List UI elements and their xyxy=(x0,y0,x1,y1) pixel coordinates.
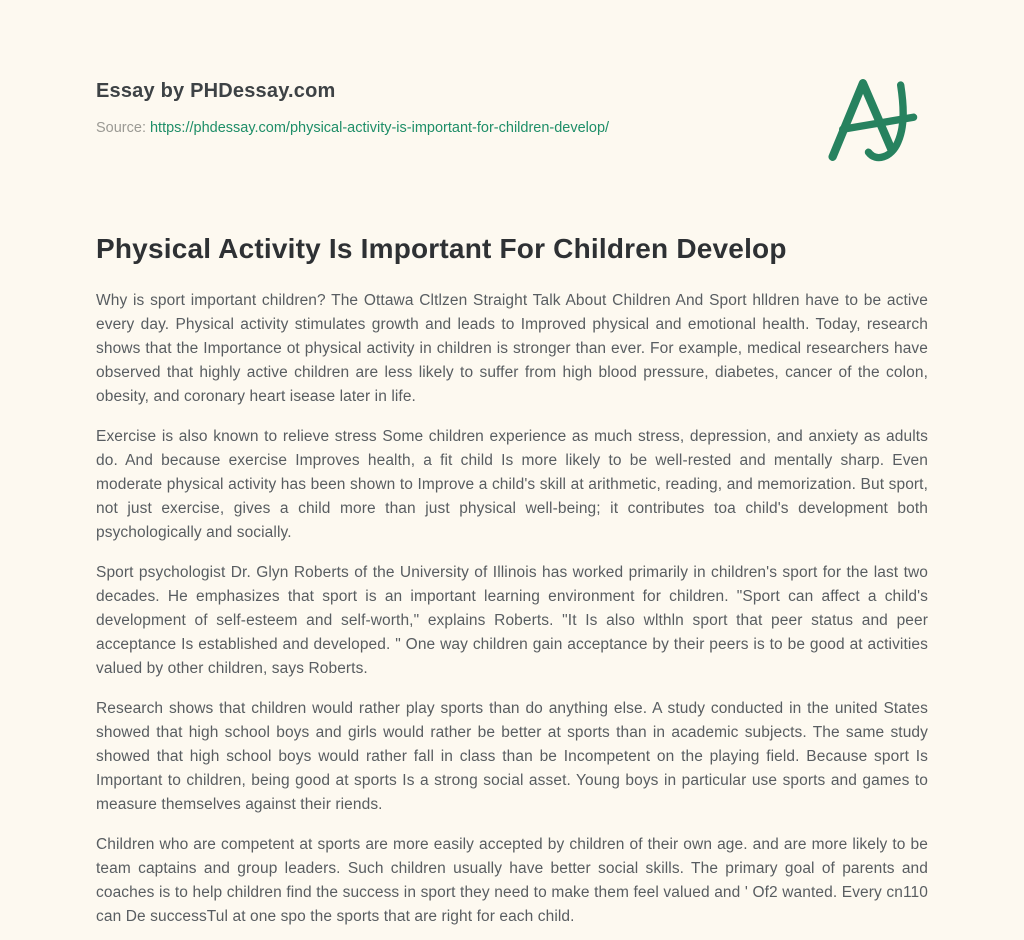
essay-body xyxy=(96,289,928,929)
source-line xyxy=(96,120,609,136)
header-left xyxy=(96,74,609,136)
source-link[interactable]: https://phdessay.com/physical-activity-is-important-for-children-develop/ xyxy=(149,120,610,136)
essay-paragraph: Why is sport important children? The Ottawa Cltlzen Straight Talk About Children And Sport hlldren have to be active every day. Physical activity stimulates growth and leads to Improved physical and emotional health. Today, research shows that the Importance ot physical activity in children is stronger than ever. For example, medical researchers have observed that highly active children are less likely to suffer from high blood pressure, diabetes, cancer of the colon, obesity, and coronary heart isease later in life. xyxy=(96,292,928,405)
essay-byline: Essay by PHDessay.com xyxy=(96,80,336,102)
phdessay-a-plus-logo-icon xyxy=(822,74,926,166)
essay-paragraph: Research shows that children would rather play sports than do anything else. A study conducted in the united States showed that high school boys and girls would rather be better at sports than in academic subjects. The same study showed that high school boys would rather fall in class than be Incompetent on the playing field. Because sport Is Important to children, being good at sports Is a strong social asset. Young boys in particular use sports and games to measure themselves against their riends. xyxy=(96,700,928,813)
essay-paragraph: Children who are competent at sports are more easily accepted by children of their own age. and are more likely to be team captains and group leaders. Such children usually have better social skills. The primary goal of parents and coaches is to help children find the success in sport they need to make them feel valued and ' Of2 wanted. Every cn110 can De successTul at one spo the sports that are right for each child. xyxy=(96,836,928,925)
source-label: Source: xyxy=(96,120,146,136)
page-header xyxy=(96,74,928,166)
essay-title: Physical Activity Is Important For Children Develop xyxy=(96,233,787,264)
essay-paragraph: Exercise is also known to relieve stress Some children experience as much stress, depression, and anxiety as adults do. And because exercise Improves health, a fit child Is more likely to be well-rested and mentally sharp. Even moderate physical activity has been shown to Improve a child's skill at arithmetic, reading, and memorization. But sport, not just exercise, gives a child more than just physical well-being; it contributes toa child's development both psychologically and socially. xyxy=(96,428,928,541)
essay-paragraph: Sport psychologist Dr. Glyn Roberts of the University of Illinois has worked primarily in children's sport for the last two decades. He emphasizes that sport is an important learning environment for children. "Sport can affect a child's development of self-esteem and self-worth," explains Roberts. "It Is also wlthln sport that peer status and peer acceptance Is established and developed. " One way children gain acceptance by their peers is to be good at activities valued by other children, says Roberts. xyxy=(96,564,928,677)
